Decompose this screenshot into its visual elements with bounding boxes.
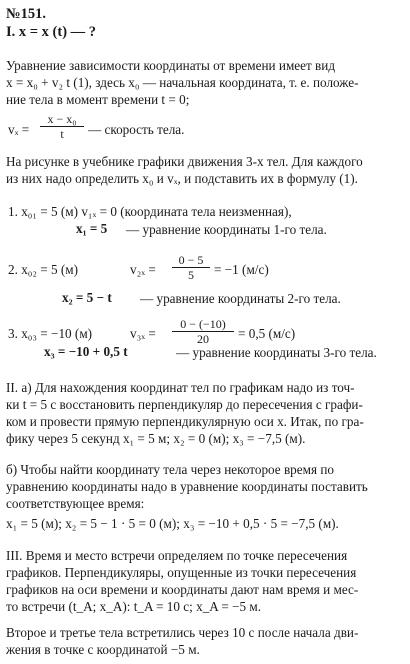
velocity-rhs: — скорость тела.	[88, 122, 185, 137]
task-text-2: из них надо определить x₀ и vₓ, и подставить их в формулу (1).	[6, 171, 358, 186]
conclusion-line-1: Второе и третье тела встретились через 10 с после начала дви-	[6, 625, 359, 640]
intro-line-1: Уравнение зависимости координаты от времени имеет вид	[6, 58, 336, 73]
task-number: №151.	[6, 6, 46, 22]
part2-calc: x₁ = 5 (м); x₂ = 5 − 1 · 5 = 0 (м); x₃ = −10 + 0,5 · 5 = −7,5 (м).	[6, 516, 339, 531]
velocity-denominator: t	[60, 127, 64, 141]
conclusion-line-2: жения в точке с координатой −5 м.	[6, 642, 200, 657]
body2-numerator: 0 − 5	[178, 253, 204, 267]
body3-numerator: 0 − (−10)	[180, 317, 226, 331]
part2-b-line-2: уравнению координаты надо в уравнение координаты поставить	[6, 479, 368, 494]
body2-fraction	[172, 253, 210, 282]
body3-equation-text: — уравнение координаты 3-го тела.	[176, 345, 377, 360]
part2-a-line-4: фику через 5 секунд x₁ = 5 м; x₂ = 0 (м); x₃ = −7,5 (м).	[6, 431, 306, 446]
body2-equation-text: — уравнение координаты 2-го тела.	[140, 291, 341, 306]
body1-equation-text: — уравнение координаты 1-го тела.	[126, 222, 327, 237]
part2-a-line-3: ком и провести прямую перпендикулярную оси x. Итак, по гра-	[6, 414, 364, 429]
body2-v-label: v₂ₓ =	[130, 262, 156, 277]
body3-denominator: 20	[197, 332, 209, 346]
part2-a-line-2: ки t = 5 с восстановить перпендикуляр до пересечения с графи-	[6, 397, 363, 412]
body2-v-result: = −1 (м/с)	[214, 262, 269, 277]
part2-b-line-1: б) Чтобы найти координату тела через некоторое время по	[6, 462, 334, 477]
part3-line-3: графиков на оси времени и координаты дают нам время и мес-	[6, 582, 359, 597]
part2-a-line-1: II. а) Для нахождения координат тел по графикам надо из точ-	[6, 380, 355, 395]
part3-line-4: то встречи (t_A; x_A): t_A = 10 с; x_A = −5 м.	[6, 599, 262, 614]
part1-heading: I. x = x (t) — ?	[6, 24, 97, 40]
intro-line-3: ние тела в момент времени t = 0;	[6, 92, 190, 107]
body3-x0: 3. x₀₃ = −10 (м)	[8, 326, 93, 341]
body2-x0: 2. x₀₂ = 5 (м)	[8, 262, 79, 277]
velocity-fraction	[40, 112, 84, 141]
body3-fraction	[172, 317, 234, 346]
task-text-1: На рисунке в учебнике графики движения 3-х тел. Для каждого	[6, 154, 363, 169]
body2-denominator: 5	[188, 268, 194, 282]
body2-equation: x₂ = 5 − t	[62, 290, 112, 305]
part3-line-1: III. Время и место встречи определяем по точке пересечения	[6, 548, 348, 563]
velocity-lhs: vₓ =	[8, 122, 30, 137]
body3-v-label: v₃ₓ =	[130, 326, 156, 341]
part2-b-line-3: соответствующее время:	[6, 496, 145, 511]
body1-line: 1. x₀₁ = 5 (м) v₁ₓ = 0 (координата тела неизменная),	[8, 204, 292, 219]
body1-equation: x₁ = 5	[76, 221, 108, 236]
part3-line-2: графиков. Перпендикуляры, опущенные из точки пересечения	[6, 565, 357, 580]
intro-line-2: x = x₀ + v₂ t (1), здесь x₀ — начальная координата, т. е. положе-	[6, 75, 359, 90]
velocity-numerator: x − x₀	[47, 112, 77, 126]
body3-equation: x₃ = −10 + 0,5 t	[44, 344, 128, 359]
body3-v-result: = 0,5 (м/с)	[238, 326, 296, 341]
